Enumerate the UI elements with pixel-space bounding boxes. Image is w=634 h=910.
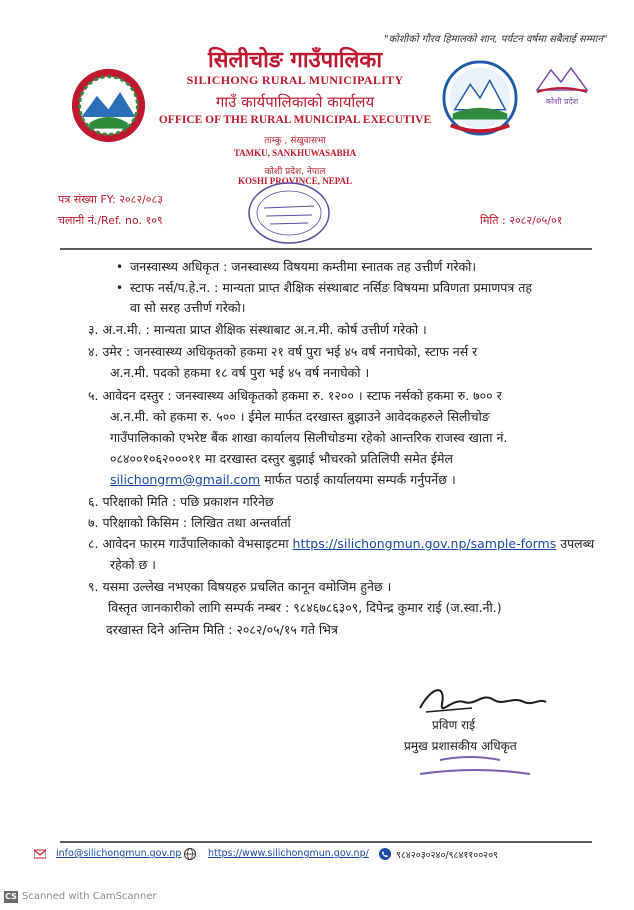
point-5-fee-line5 bbox=[110, 471, 456, 488]
footer-email-link[interactable]: info@silichongmun.gov.np bbox=[56, 848, 182, 859]
office-stamp bbox=[246, 180, 332, 246]
footer-divider bbox=[60, 841, 592, 843]
nepal-emblem-logo bbox=[70, 67, 147, 144]
requirement-staff-nurse: स्टाफ नर्स/प.हे.न. : मान्यता प्राप्त शैक्षिक संस्थाबाट नर्सिङ विषयमा प्रविणता प्रमाणपत्र तह bbox=[130, 280, 533, 295]
sample-forms-link[interactable]: https://silichongmun.gov.np/sample-forms bbox=[292, 536, 557, 551]
footer-website-wrap bbox=[208, 848, 369, 859]
bullet-dot: • bbox=[116, 281, 124, 295]
camscanner-badge: CS bbox=[5, 892, 17, 901]
motto-text: "कोशीको गौरव हिमालको शान, पर्यटन वर्षमा सबैलाई सम्मान" bbox=[384, 34, 608, 45]
municipality-logo bbox=[441, 59, 519, 137]
requirement-staff-nurse-cont: वा सो सरह उत्तीर्ण गरेको। bbox=[130, 300, 246, 315]
email-link[interactable]: silichongrm@gmail.com bbox=[110, 472, 261, 487]
province-nepali: कोशी प्रदेश, नेपाल bbox=[264, 167, 326, 177]
official-seal-stamp bbox=[400, 750, 550, 782]
point-8-form-text: ८. आवेदन फारम गाउँपालिकाको वेभसाइटमा bbox=[88, 536, 289, 551]
point-5-fee-line1: ५. आवेदन दस्तुर : जनस्वास्थ्य अधिकृतको हकमा रु. १२०० । स्टाफ नर्सको हकमा रु. ७०० र bbox=[88, 388, 502, 403]
office-name-english: OFFICE OF THE RURAL MUNICIPAL EXECUTIVE bbox=[158, 114, 432, 126]
point-5-fee-line3: गाउँपालिकाको एभरेष्ट बैंक शाखा कार्यालय सिलीचोङमा रहेको आन्तरिक राजस्व खाता नं. bbox=[110, 430, 508, 445]
address-nepali: ताम्कु , संखुवासभा bbox=[264, 136, 326, 146]
municipality-name-nepali: सिलीचोङ गाउँपालिका bbox=[207, 48, 383, 73]
contact-info: विस्तृत जानकारीको लागि सम्पर्क नम्बर : ९८४६७८६३०९, दिपेन्द्र कुमार राई (ज.स्वा.नी.) bbox=[108, 600, 502, 615]
letter-number: पत्र संख्या FY: २०८२/०८३ bbox=[58, 193, 163, 206]
koshi-province-logo bbox=[531, 60, 593, 106]
header-divider bbox=[60, 248, 592, 250]
point-9-law: ९. यसमा उल्लेख नभएका विषयहरु प्रचलित कानून वमोजिम हुनेछ । bbox=[88, 579, 392, 594]
point-7-exam-type: ७. परिक्षाको किसिम : लिखित तथा अन्तर्वार्ता bbox=[88, 515, 291, 530]
province-english: KOSHI PROVINCE, NEPAL bbox=[237, 176, 353, 186]
bullet-dot: • bbox=[116, 260, 124, 274]
camscanner-watermark: Scanned with CamScanner bbox=[22, 891, 157, 902]
footer-website-link[interactable]: https://www.silichongmun.gov.np/ bbox=[208, 848, 369, 859]
gmail-icon bbox=[34, 848, 46, 860]
point-5-fee-line2: अ.न.मी. को हकमा रु. ५०० । ईमेल मार्फत दरखास्त बुझाउने आवेदकहरुले सिलीचोङ bbox=[110, 409, 490, 424]
application-deadline: दरखास्त दिने अन्तिम मिति : २०८२/०५/१५ गते भित्र bbox=[106, 622, 338, 637]
letter-date: मिति : २०८२/०५/०१ bbox=[480, 214, 563, 227]
point-8-form-line2: रहेको छ । bbox=[110, 557, 157, 572]
address-english: TAMKU, SANKHUWASABHA bbox=[233, 148, 357, 158]
koshi-logo-caption: कोशी प्रदेश bbox=[545, 97, 579, 106]
point-3-anm: ३. अ.न.मी. : मान्यता प्राप्त शैक्षिक संस्थाबाट अ.न.मी. कोर्ष उत्तीर्ण गरेको । bbox=[88, 322, 427, 337]
signatory-title: प्रमुख प्रशासकीय अधिकृत bbox=[404, 739, 517, 753]
point-5-fee-line4: ०८४००१०६२०००११ मा दरखास्त दस्तुर बुझाई भौचरको प्रतिलिपी समेत ईमेल bbox=[110, 451, 453, 466]
dispatch-number: चलानी नं./Ref. no. १०९ bbox=[58, 214, 163, 227]
point-8-form-line1 bbox=[88, 535, 594, 552]
requirement-public-health-officer: जनस्वास्थ्य अधिकृत : जनस्वास्थ्य विषयमा कम्तीमा स्नातक तह उत्तीर्ण गरेको। bbox=[130, 259, 477, 274]
globe-icon bbox=[184, 848, 196, 860]
footer-email-wrap bbox=[56, 848, 181, 859]
point-4-age-line1: ४. उमेर : जनस्वास्थ्य अधिकृतको हकमा २१ वर्ष पुरा भई ४५ वर्ष ननाघेको, स्टाफ नर्स र bbox=[88, 344, 478, 359]
point-4-age-line2: अ.न.मी. पदको हकमा १८ वर्ष पुरा भई ४५ वर्ष ननाघेको । bbox=[110, 365, 370, 380]
point-6-exam-date: ६. परिक्षाको मिति : पछि प्रकाशन गरिनेछ bbox=[88, 494, 274, 509]
municipality-name-english: SILICHONG RURAL MUNICIPALITY bbox=[186, 73, 404, 87]
signatory-name: प्रविण राई bbox=[432, 718, 476, 732]
office-name-nepali: गाउँ कार्यपालिकाको कार्यालय bbox=[215, 93, 375, 111]
point-8-form-available: उपलब्ध bbox=[560, 536, 595, 551]
phone-icon bbox=[379, 848, 391, 860]
footer-phones: ९८४२०३०२४०/९८४११००२०९ bbox=[396, 850, 499, 861]
point-5-fee-line5-text: मार्फत पठाई कार्यालयमा सम्पर्क गर्नुपर्नेछ । bbox=[260, 472, 456, 487]
